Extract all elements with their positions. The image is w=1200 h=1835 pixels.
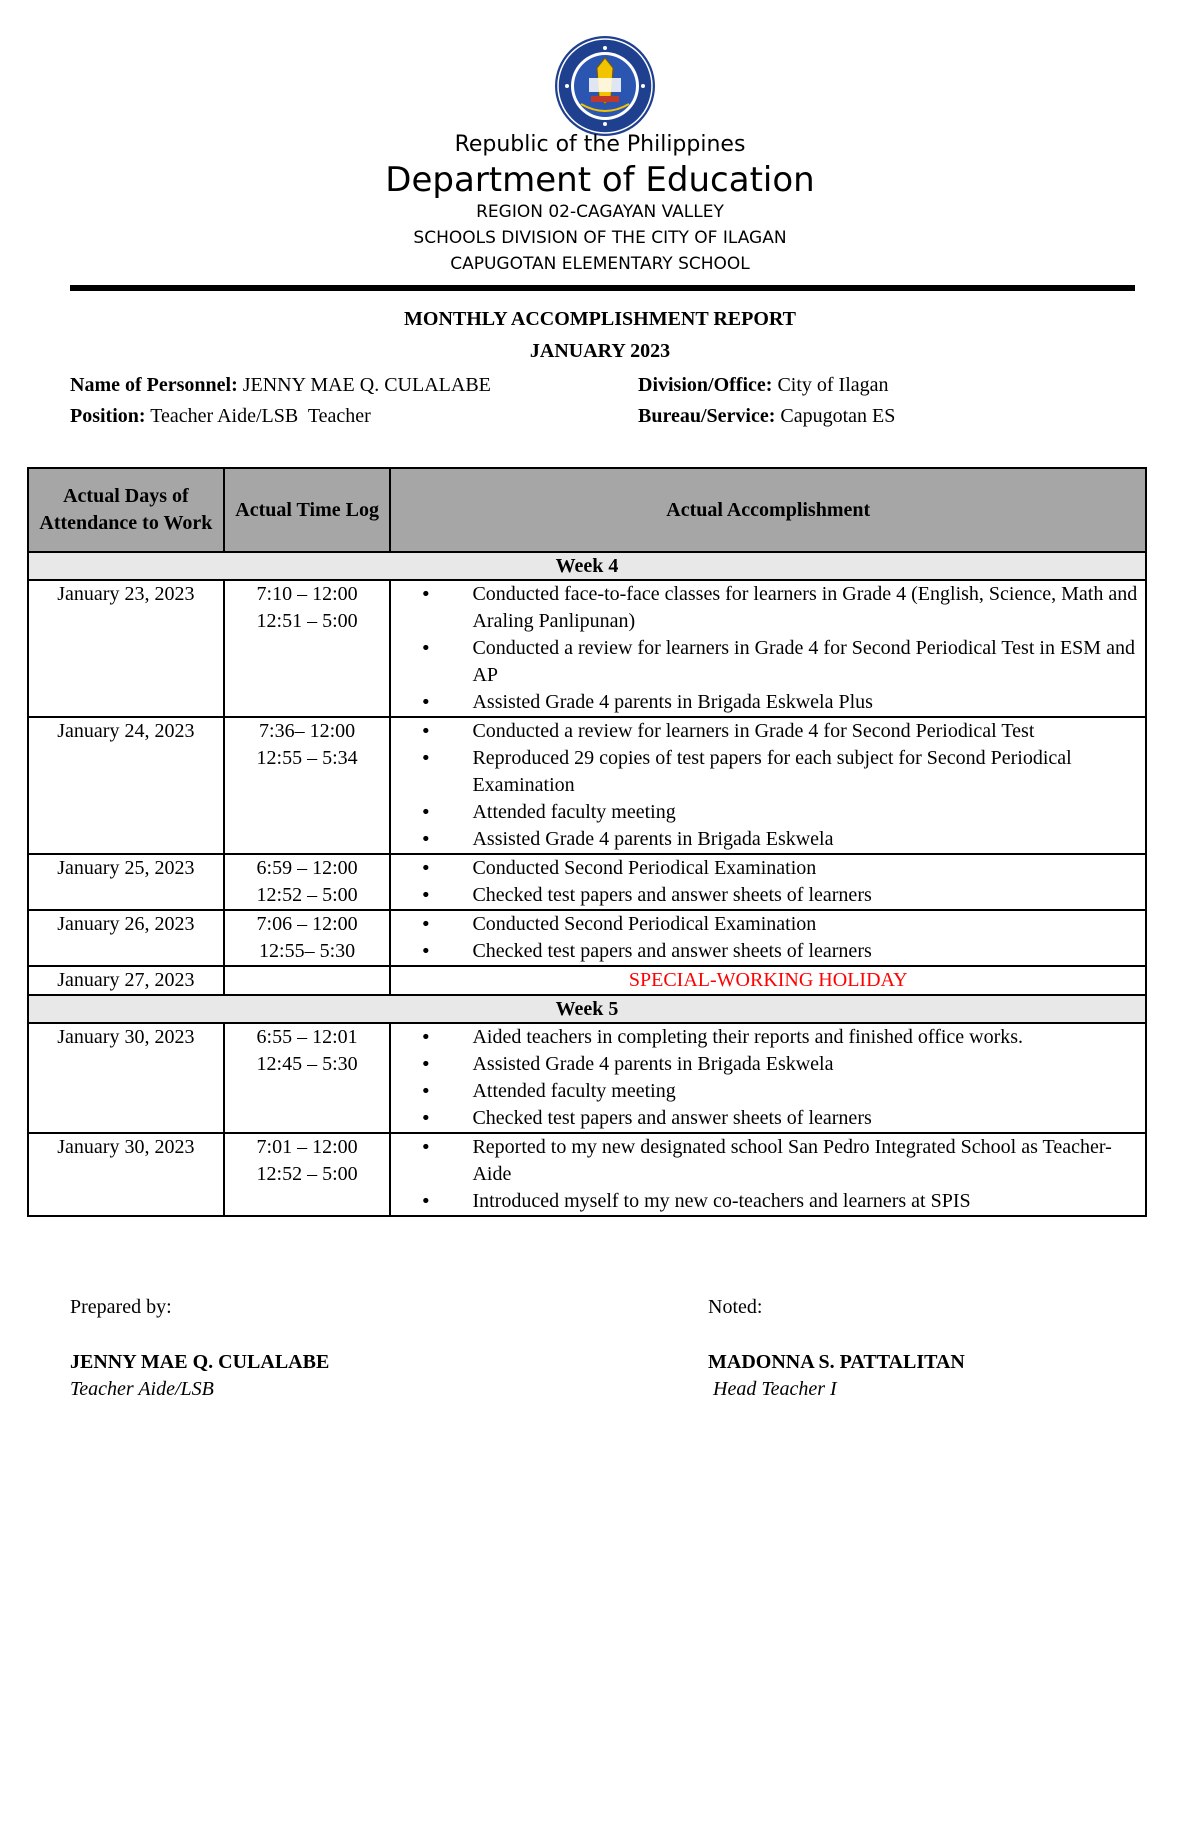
accomplishment-cell bbox=[390, 717, 1146, 854]
accomplishment-item: • Conducted a review for learners in Grade 4 for Second Periodical Test bbox=[416, 718, 1145, 745]
holiday-note: SPECIAL-WORKING HOLIDAY bbox=[390, 966, 1146, 995]
personnel-bureau bbox=[638, 405, 895, 428]
personnel-division bbox=[638, 374, 889, 397]
time-out: 12:52 – 5:00 bbox=[256, 884, 358, 906]
header-rule bbox=[70, 285, 1135, 291]
attendance-date: January 24, 2023 bbox=[28, 717, 224, 854]
prepared-by-position: Teacher Aide/LSB bbox=[70, 1378, 214, 1400]
week-label: Week 5 bbox=[28, 995, 1146, 1023]
personnel-division-value: City of Ilagan bbox=[777, 374, 889, 396]
division-line: SCHOOLS DIVISION OF THE CITY OF ILAGAN bbox=[413, 228, 787, 248]
header-time-log: Actual Time Log bbox=[224, 468, 391, 552]
time-out: 12:45 – 5:30 bbox=[256, 1053, 358, 1075]
personnel-bureau-label: Bureau/Service: bbox=[638, 405, 776, 427]
attendance-date: January 30, 2023 bbox=[28, 1023, 224, 1133]
accomplishment-list bbox=[391, 855, 1145, 909]
header-accomplishment: Actual Accomplishment bbox=[390, 468, 1146, 552]
accomplishment-item: • Aided teachers in completing their reports and finished office works. bbox=[416, 1024, 1145, 1051]
table-row bbox=[28, 717, 1146, 854]
accomplishment-list bbox=[391, 718, 1145, 853]
accomplishment-item: • Attended faculty meeting bbox=[416, 1078, 1145, 1105]
noted-label: Noted: bbox=[708, 1296, 763, 1318]
table-row bbox=[28, 1023, 1146, 1133]
personnel-name-label: Name of Personnel: bbox=[70, 374, 238, 396]
table-body bbox=[28, 552, 1146, 1216]
time-in: 7:06 – 12:00 bbox=[256, 913, 358, 935]
accomplishment-list bbox=[391, 1134, 1145, 1215]
accomplishment-cell bbox=[390, 580, 1146, 717]
accomplishment-cell bbox=[390, 854, 1146, 910]
personnel-name-value: JENNY MAE Q. CULALABE bbox=[242, 374, 491, 396]
table-row bbox=[28, 966, 1146, 995]
noted-by-name: MADONNA S. PATTALITAN bbox=[708, 1351, 965, 1373]
accomplishment-list bbox=[391, 581, 1145, 716]
time-in: 6:59 – 12:00 bbox=[256, 857, 358, 879]
department-name: Department of Education bbox=[385, 160, 815, 200]
time-in: 7:36– 12:00 bbox=[259, 720, 356, 742]
accomplishment-cell bbox=[390, 1023, 1146, 1133]
personnel-position-value: Teacher Aide/LSB Teacher bbox=[150, 405, 371, 427]
attendance-date: January 26, 2023 bbox=[28, 910, 224, 966]
attendance-date: January 25, 2023 bbox=[28, 854, 224, 910]
table-row bbox=[28, 580, 1146, 717]
time-in: 7:01 – 12:00 bbox=[256, 1136, 358, 1158]
accomplishment-list bbox=[391, 1024, 1145, 1132]
table-row bbox=[28, 1133, 1146, 1216]
time-log bbox=[224, 1133, 391, 1216]
accomplishment-list bbox=[391, 911, 1145, 965]
accomplishment-item: • Introduced myself to my new co-teachers and learners at SPIS bbox=[416, 1188, 1145, 1215]
accomplishment-cell bbox=[390, 1133, 1146, 1216]
time-in: 7:10 – 12:00 bbox=[256, 583, 358, 605]
time-out: 12:55 – 5:34 bbox=[256, 747, 358, 769]
accomplishment-item: • Reported to my new designated school San Pedro Integrated School as Teacher-Aide bbox=[416, 1134, 1145, 1188]
table-row bbox=[28, 854, 1146, 910]
table-header-row bbox=[28, 468, 1146, 552]
personnel-position-label: Position: bbox=[70, 405, 146, 427]
report-period: JANUARY 2023 bbox=[529, 340, 671, 362]
prepared-by-name: JENNY MAE Q. CULALABE bbox=[70, 1351, 330, 1373]
accomplishment-item: • Attended faculty meeting bbox=[416, 799, 1145, 826]
time-in: 6:55 – 12:01 bbox=[256, 1026, 358, 1048]
personnel-division-label: Division/Office: bbox=[638, 374, 773, 396]
attendance-date: January 30, 2023 bbox=[28, 1133, 224, 1216]
accomplishment-cell bbox=[390, 910, 1146, 966]
accomplishment-item: • Checked test papers and answer sheets of learners bbox=[416, 882, 1145, 909]
school-line: CAPUGOTAN ELEMENTARY SCHOOL bbox=[450, 254, 750, 274]
time-log bbox=[224, 717, 391, 854]
accomplishment-item: • Checked test papers and answer sheets of learners bbox=[416, 1105, 1145, 1132]
time-out: 12:55– 5:30 bbox=[259, 940, 356, 962]
accomplishment-item: • Conducted Second Periodical Examination bbox=[416, 911, 1145, 938]
report-title: MONTHLY ACCOMPLISHMENT REPORT bbox=[404, 308, 796, 330]
time-log bbox=[224, 910, 391, 966]
accomplishment-item: • Reproduced 29 copies of test papers for each subject for Second Periodical Examination bbox=[416, 745, 1145, 799]
time-log bbox=[224, 966, 391, 995]
accomplishment-item: • Conducted face-to-face classes for learners in Grade 4 (English, Science, Math and Araling Panlipunan) bbox=[416, 581, 1145, 635]
region-line: REGION 02-CAGAYAN VALLEY bbox=[476, 202, 724, 222]
attendance-date: January 27, 2023 bbox=[28, 966, 224, 995]
personnel-bureau-value: Capugotan ES bbox=[780, 405, 896, 427]
accomplishment-item: • Assisted Grade 4 parents in Brigada Eskwela Plus bbox=[416, 689, 1145, 716]
time-out: 12:51 – 5:00 bbox=[256, 610, 358, 632]
week-label: Week 4 bbox=[28, 552, 1146, 580]
accomplishment-item: • Assisted Grade 4 parents in Brigada Eskwela bbox=[416, 826, 1145, 853]
prepared-by-label: Prepared by: bbox=[70, 1296, 172, 1318]
accomplishment-item: • Checked test papers and answer sheets of learners bbox=[416, 938, 1145, 965]
time-log bbox=[224, 580, 391, 717]
time-out: 12:52 – 5:00 bbox=[256, 1163, 358, 1185]
accomplishment-item: • Assisted Grade 4 parents in Brigada Eskwela bbox=[416, 1051, 1145, 1078]
time-log bbox=[224, 1023, 391, 1133]
accomplishment-item: • Conducted a review for learners in Grade 4 for Second Periodical Test in ESM and AP bbox=[416, 635, 1145, 689]
personnel-position bbox=[70, 405, 371, 428]
table-row bbox=[28, 910, 1146, 966]
republic-line: Republic of the Philippines bbox=[454, 132, 746, 157]
personnel-name bbox=[70, 374, 491, 397]
header-days: Actual Days of Attendance to Work bbox=[28, 468, 224, 552]
week-row bbox=[28, 995, 1146, 1023]
accomplishment-item: • Conducted Second Periodical Examination bbox=[416, 855, 1145, 882]
attendance-date: January 23, 2023 bbox=[28, 580, 224, 717]
week-row bbox=[28, 552, 1146, 580]
time-log bbox=[224, 854, 391, 910]
deped-seal-logo bbox=[553, 34, 657, 138]
noted-by-position: Head Teacher I bbox=[708, 1378, 837, 1400]
accomplishment-table bbox=[27, 467, 1147, 1217]
